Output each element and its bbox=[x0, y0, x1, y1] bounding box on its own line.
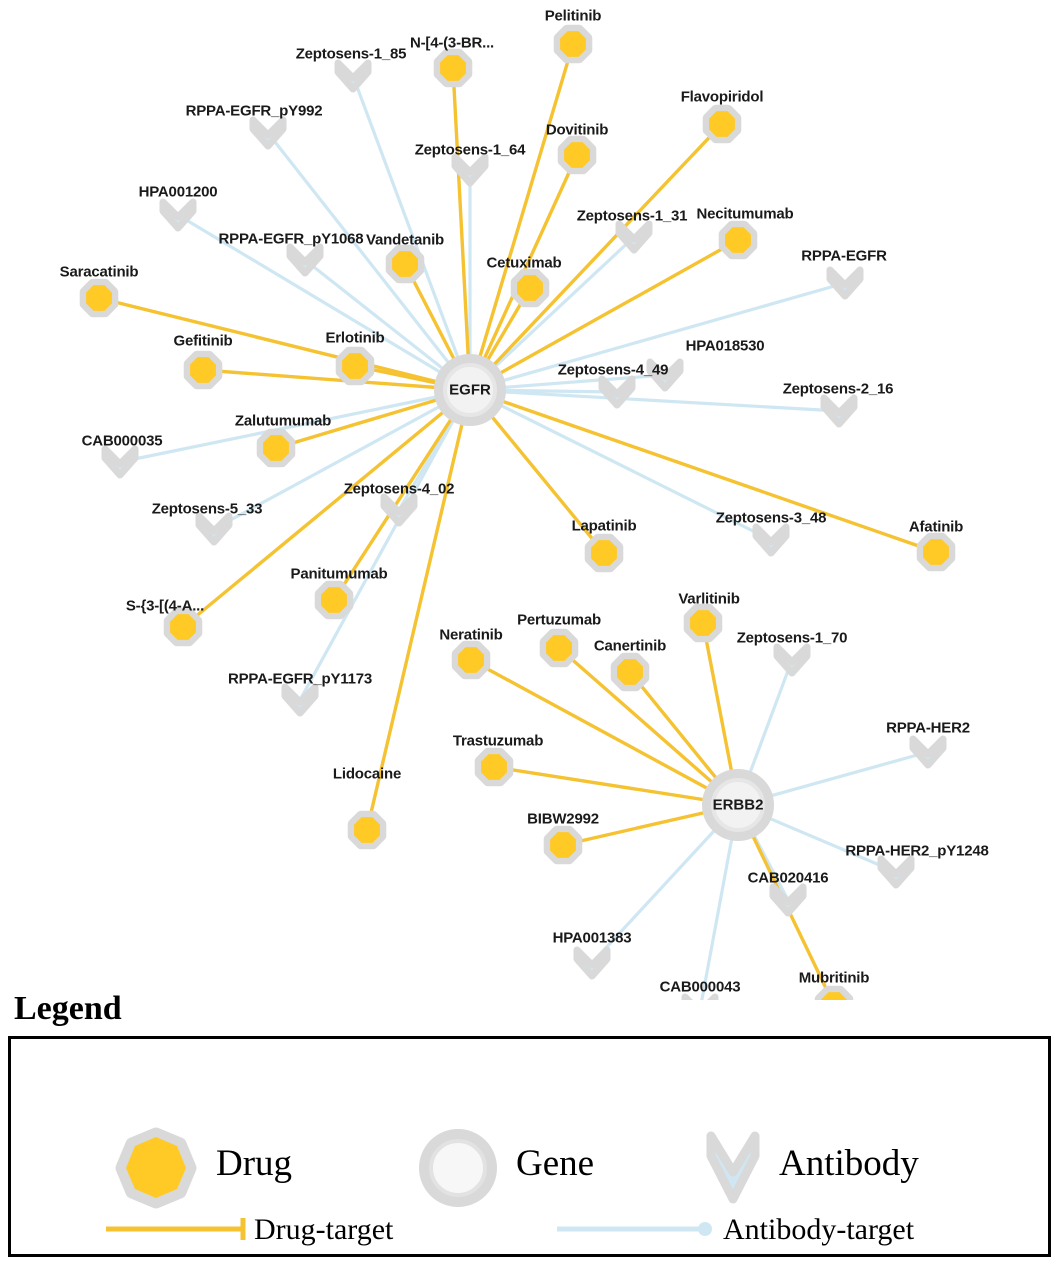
antibody-node-label: CAB020416 bbox=[747, 869, 829, 887]
antibody-node[interactable] bbox=[338, 63, 368, 89]
drug-node-label: Saracatinib bbox=[59, 263, 139, 281]
drug-node[interactable] bbox=[479, 752, 509, 782]
drug-node-label: S-{3-[(4-A... bbox=[125, 597, 205, 615]
antibody-node[interactable] bbox=[881, 859, 911, 885]
legend-drug-target-edge bbox=[106, 1218, 243, 1240]
antibody-node-label: Zeptosens-1_64 bbox=[414, 141, 526, 159]
antibody-node-label: Zeptosens-5_33 bbox=[151, 500, 263, 518]
antibody-node[interactable] bbox=[577, 950, 607, 976]
legend-label-antibody-target: Antibody-target bbox=[723, 1213, 915, 1246]
drug-node-label: Canertinib bbox=[593, 637, 667, 655]
drug-node[interactable] bbox=[456, 645, 486, 675]
legend-antibody-icon bbox=[711, 1136, 755, 1199]
drug-node-label: Vandetanib bbox=[365, 231, 445, 249]
antibody-node-label: Zeptosens-1_70 bbox=[736, 629, 848, 647]
drug-node-label: Panitumumab bbox=[290, 565, 388, 583]
drug-node[interactable] bbox=[562, 140, 592, 170]
drug-node[interactable] bbox=[548, 830, 578, 860]
legend-box bbox=[8, 1036, 1051, 1257]
antibody-node[interactable] bbox=[824, 398, 854, 424]
antibody-node[interactable] bbox=[777, 647, 807, 673]
antibody-node[interactable] bbox=[773, 887, 803, 913]
antibody-node-label: HPA018530 bbox=[685, 337, 765, 355]
drug-node[interactable] bbox=[544, 633, 574, 663]
gene-node-label: ERBB2 bbox=[712, 796, 764, 814]
legend-label-drug: Drug bbox=[216, 1143, 293, 1184]
antibody-node[interactable] bbox=[913, 739, 943, 765]
drug-node[interactable] bbox=[84, 283, 114, 313]
antibody-node-label: RPPA-HER2_pY1248 bbox=[845, 842, 989, 860]
drug-node-label: Afatinib bbox=[908, 518, 964, 536]
drug-node-label: Lapatinib bbox=[571, 517, 637, 535]
drug-node-label: Mubritinib bbox=[798, 969, 870, 987]
antibody-node-label: Zeptosens-4_02 bbox=[343, 480, 455, 498]
antibody-node-label: Zeptosens-4_49 bbox=[557, 361, 669, 379]
drug-node-label: Neratinib bbox=[439, 626, 503, 644]
legend-gene-icon bbox=[425, 1135, 491, 1201]
antibody-node[interactable] bbox=[602, 379, 632, 405]
drug-node[interactable] bbox=[723, 225, 753, 255]
drug-node[interactable] bbox=[168, 612, 198, 642]
antibody-node[interactable] bbox=[830, 270, 860, 296]
drug-node[interactable] bbox=[261, 433, 291, 463]
antibody-node[interactable] bbox=[253, 120, 283, 146]
antibody-node[interactable] bbox=[285, 687, 315, 713]
legend-label-antibody: Antibody bbox=[779, 1143, 919, 1184]
drug-node[interactable] bbox=[615, 657, 645, 687]
drug-node-label: Pelitinib bbox=[544, 7, 602, 25]
drug-node[interactable] bbox=[188, 355, 218, 385]
antibody-node[interactable] bbox=[105, 449, 135, 475]
antibody-node-label: HPA001383 bbox=[552, 929, 632, 947]
edge bbox=[470, 390, 936, 552]
antibody-node-label: Zeptosens-3_48 bbox=[715, 509, 827, 527]
legend-label-gene: Gene bbox=[516, 1143, 595, 1184]
antibody-node-label: RPPA-HER2 bbox=[886, 719, 970, 737]
drug-node[interactable] bbox=[390, 249, 420, 279]
drug-node[interactable] bbox=[352, 815, 382, 845]
drug-node[interactable] bbox=[558, 29, 588, 59]
antibody-node[interactable] bbox=[163, 202, 193, 228]
edge bbox=[367, 390, 470, 830]
drug-node-label: Erlotinib bbox=[325, 329, 385, 347]
antibody-node-label: CAB000043 bbox=[659, 978, 741, 996]
antibody-node-label: RPPA-EGFR bbox=[801, 247, 887, 265]
legend-title: Legend bbox=[14, 990, 122, 1027]
drug-node-label: Flavopiridol bbox=[680, 88, 764, 106]
antibody-node-label: Zeptosens-1_85 bbox=[295, 45, 407, 63]
drug-node[interactable] bbox=[688, 608, 718, 638]
drug-node-label: N-[4-(3-BR... bbox=[409, 34, 495, 52]
drug-node[interactable] bbox=[589, 538, 619, 568]
drug-node-label: Necitumumab bbox=[696, 205, 794, 223]
antibody-node[interactable] bbox=[199, 516, 229, 542]
legend bbox=[8, 990, 1051, 1257]
drug-node-label: BIBW2992 bbox=[527, 810, 599, 828]
drug-node-label: Dovitinib bbox=[545, 121, 609, 139]
antibody-node-label: RPPA-EGFR_pY1173 bbox=[227, 670, 373, 688]
drug-node[interactable] bbox=[921, 537, 951, 567]
drug-node-label: Gefitinib bbox=[173, 332, 233, 350]
legend-antibody-target-edge bbox=[557, 1222, 712, 1236]
legend-drug-icon bbox=[122, 1134, 190, 1202]
drug-node-label: Cetuximab bbox=[486, 254, 562, 272]
drug-node[interactable] bbox=[340, 351, 370, 381]
antibody-node-label: CAB000035 bbox=[81, 432, 163, 450]
drug-node-label: Varlitinib bbox=[678, 590, 740, 608]
drug-node-label: Zalutumumab bbox=[234, 412, 332, 430]
gene-node-label: EGFR bbox=[449, 381, 491, 399]
antibody-node-label: RPPA-EGFR_pY1068 bbox=[218, 230, 364, 248]
antibody-node-label: Zeptosens-2_16 bbox=[782, 380, 894, 398]
drug-node-label: Trastuzumab bbox=[452, 732, 544, 750]
drug-node-label: Pertuzumab bbox=[517, 611, 601, 629]
antibody-node-label: RPPA-EGFR_pY992 bbox=[185, 102, 323, 120]
drug-node[interactable] bbox=[319, 585, 349, 615]
drug-node[interactable] bbox=[438, 53, 468, 83]
antibody-node[interactable] bbox=[756, 527, 786, 553]
drug-node-label: Lidocaine bbox=[332, 765, 402, 783]
edge bbox=[453, 68, 470, 390]
legend-label-drug-target: Drug-target bbox=[254, 1213, 394, 1246]
drug-node[interactable] bbox=[515, 273, 545, 303]
antibody-node-label: Zeptosens-1_31 bbox=[576, 207, 688, 225]
drug-node[interactable] bbox=[707, 109, 737, 139]
antibody-node-label: HPA001200 bbox=[138, 183, 218, 201]
